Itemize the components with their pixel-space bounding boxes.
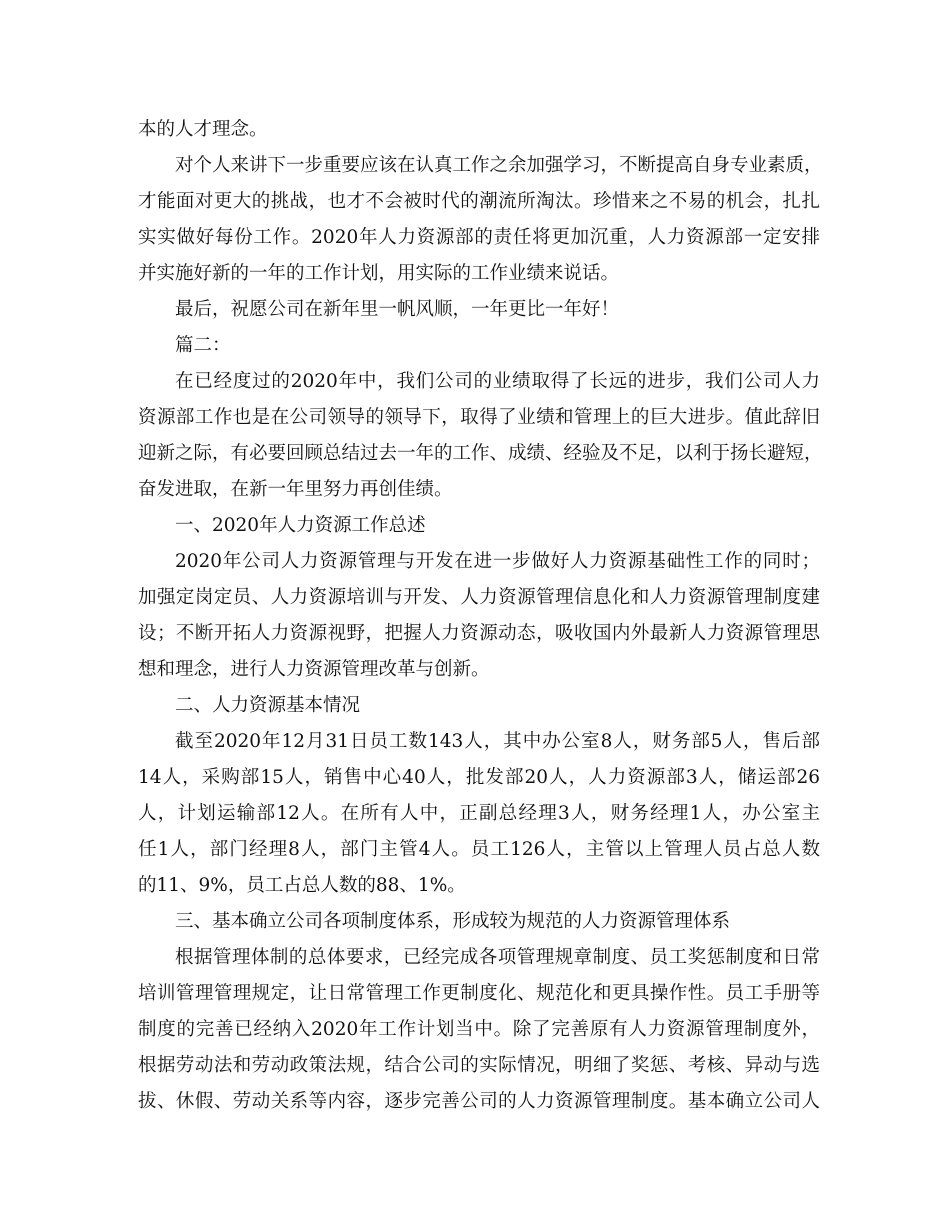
text-line: 本的人才理念。 <box>138 119 268 140</box>
text-line: 的11、9%，员工占总人数的88、1%。 <box>138 875 466 896</box>
text-line: 培训管理管理规定，让日常管理工作更制度化、规范化和更具操作性。员工手册等 <box>138 983 820 1004</box>
text-line: 资源部工作也是在公司领导的领导下，取得了业绩和管理上的巨大进步。值此辞旧 <box>138 407 820 428</box>
text-line: 奋发进取，在新一年里努力再创佳绩。 <box>138 479 453 500</box>
text-line: 才能面对更大的挑战，也才不会被时代的潮流所淘汰。珍惜来之不易的机会，扎扎 <box>138 191 820 212</box>
text-line: 三、基本确立公司各项制度体系，形成较为规范的人力资源管理体系 <box>175 911 731 932</box>
text-line: 截至2020年12月31日员工数143人，其中办公室8人，财务部5人，售后部 <box>175 731 820 752</box>
text-line: 篇二： <box>175 335 231 356</box>
text-line: 二、人力资源基本情况 <box>175 695 361 716</box>
text-line: 最后，祝愿公司在新年里一帆风顺，一年更比一年好！ <box>175 299 620 320</box>
text-line: 2020年公司人力资源管理与开发在进一步做好人力资源基础性工作的同时； <box>175 551 820 572</box>
text-line: 在已经度过的2020年中，我们公司的业绩取得了长远的进步，我们公司人力 <box>175 371 820 392</box>
text-line: 人，计划运输部12人。在所有人中，正副总经理3人，财务经理1人，办公室主 <box>138 803 820 824</box>
text-line: 一、2020年人力资源工作总述 <box>175 515 426 536</box>
text-line: 加强定岗定员、人力资源培训与开发、人力资源管理信息化和人力资源管理制度建 <box>138 587 820 608</box>
text-line: 迎新之际，有必要回顾总结过去一年的工作、成绩、经验及不足，以利于扬长避短， <box>138 443 823 464</box>
text-line: 根据管理体制的总体要求，已经完成各项管理规章制度、员工奖惩制度和日常 <box>175 947 820 968</box>
text-line: 实实做好每份工作。2020年人力资源部的责任将更加沉重，人力资源部一定安排 <box>138 227 820 248</box>
text-line: 并实施好新的一年的工作计划，用实际的工作业绩来说话。 <box>138 263 620 284</box>
text-line: 想和理念，进行人力资源管理改革与创新。 <box>138 659 490 680</box>
text-line: 制度的完善已经纳入2020年工作计划当中。除了完善原有人力资源管理制度外， <box>138 1019 820 1040</box>
text-line: 14人，采购部15人，销售中心40人，批发部20人，人力资源部3人，储运部26 <box>138 767 820 788</box>
document-body <box>138 112 823 1120</box>
text-line: 根据劳动法和劳动政策法规，结合公司的实际情况，明细了奖惩、考核、异动与选 <box>138 1055 820 1076</box>
text-line: 设；不断开拓人力资源视野，把握人力资源动态，吸收国内外最新人力资源管理思 <box>138 623 820 644</box>
text-line: 任1人，部门经理8人，部门主管4人。员工126人，主管以上管理人员占总人数 <box>138 839 820 860</box>
text-line: 对个人来讲下一步重要应该在认真工作之余加强学习，不断提高自身专业素质， <box>175 155 823 176</box>
text-line: 拔、休假、劳动关系等内容，逐步完善公司的人力资源管理制度。基本确立公司人 <box>138 1091 820 1112</box>
